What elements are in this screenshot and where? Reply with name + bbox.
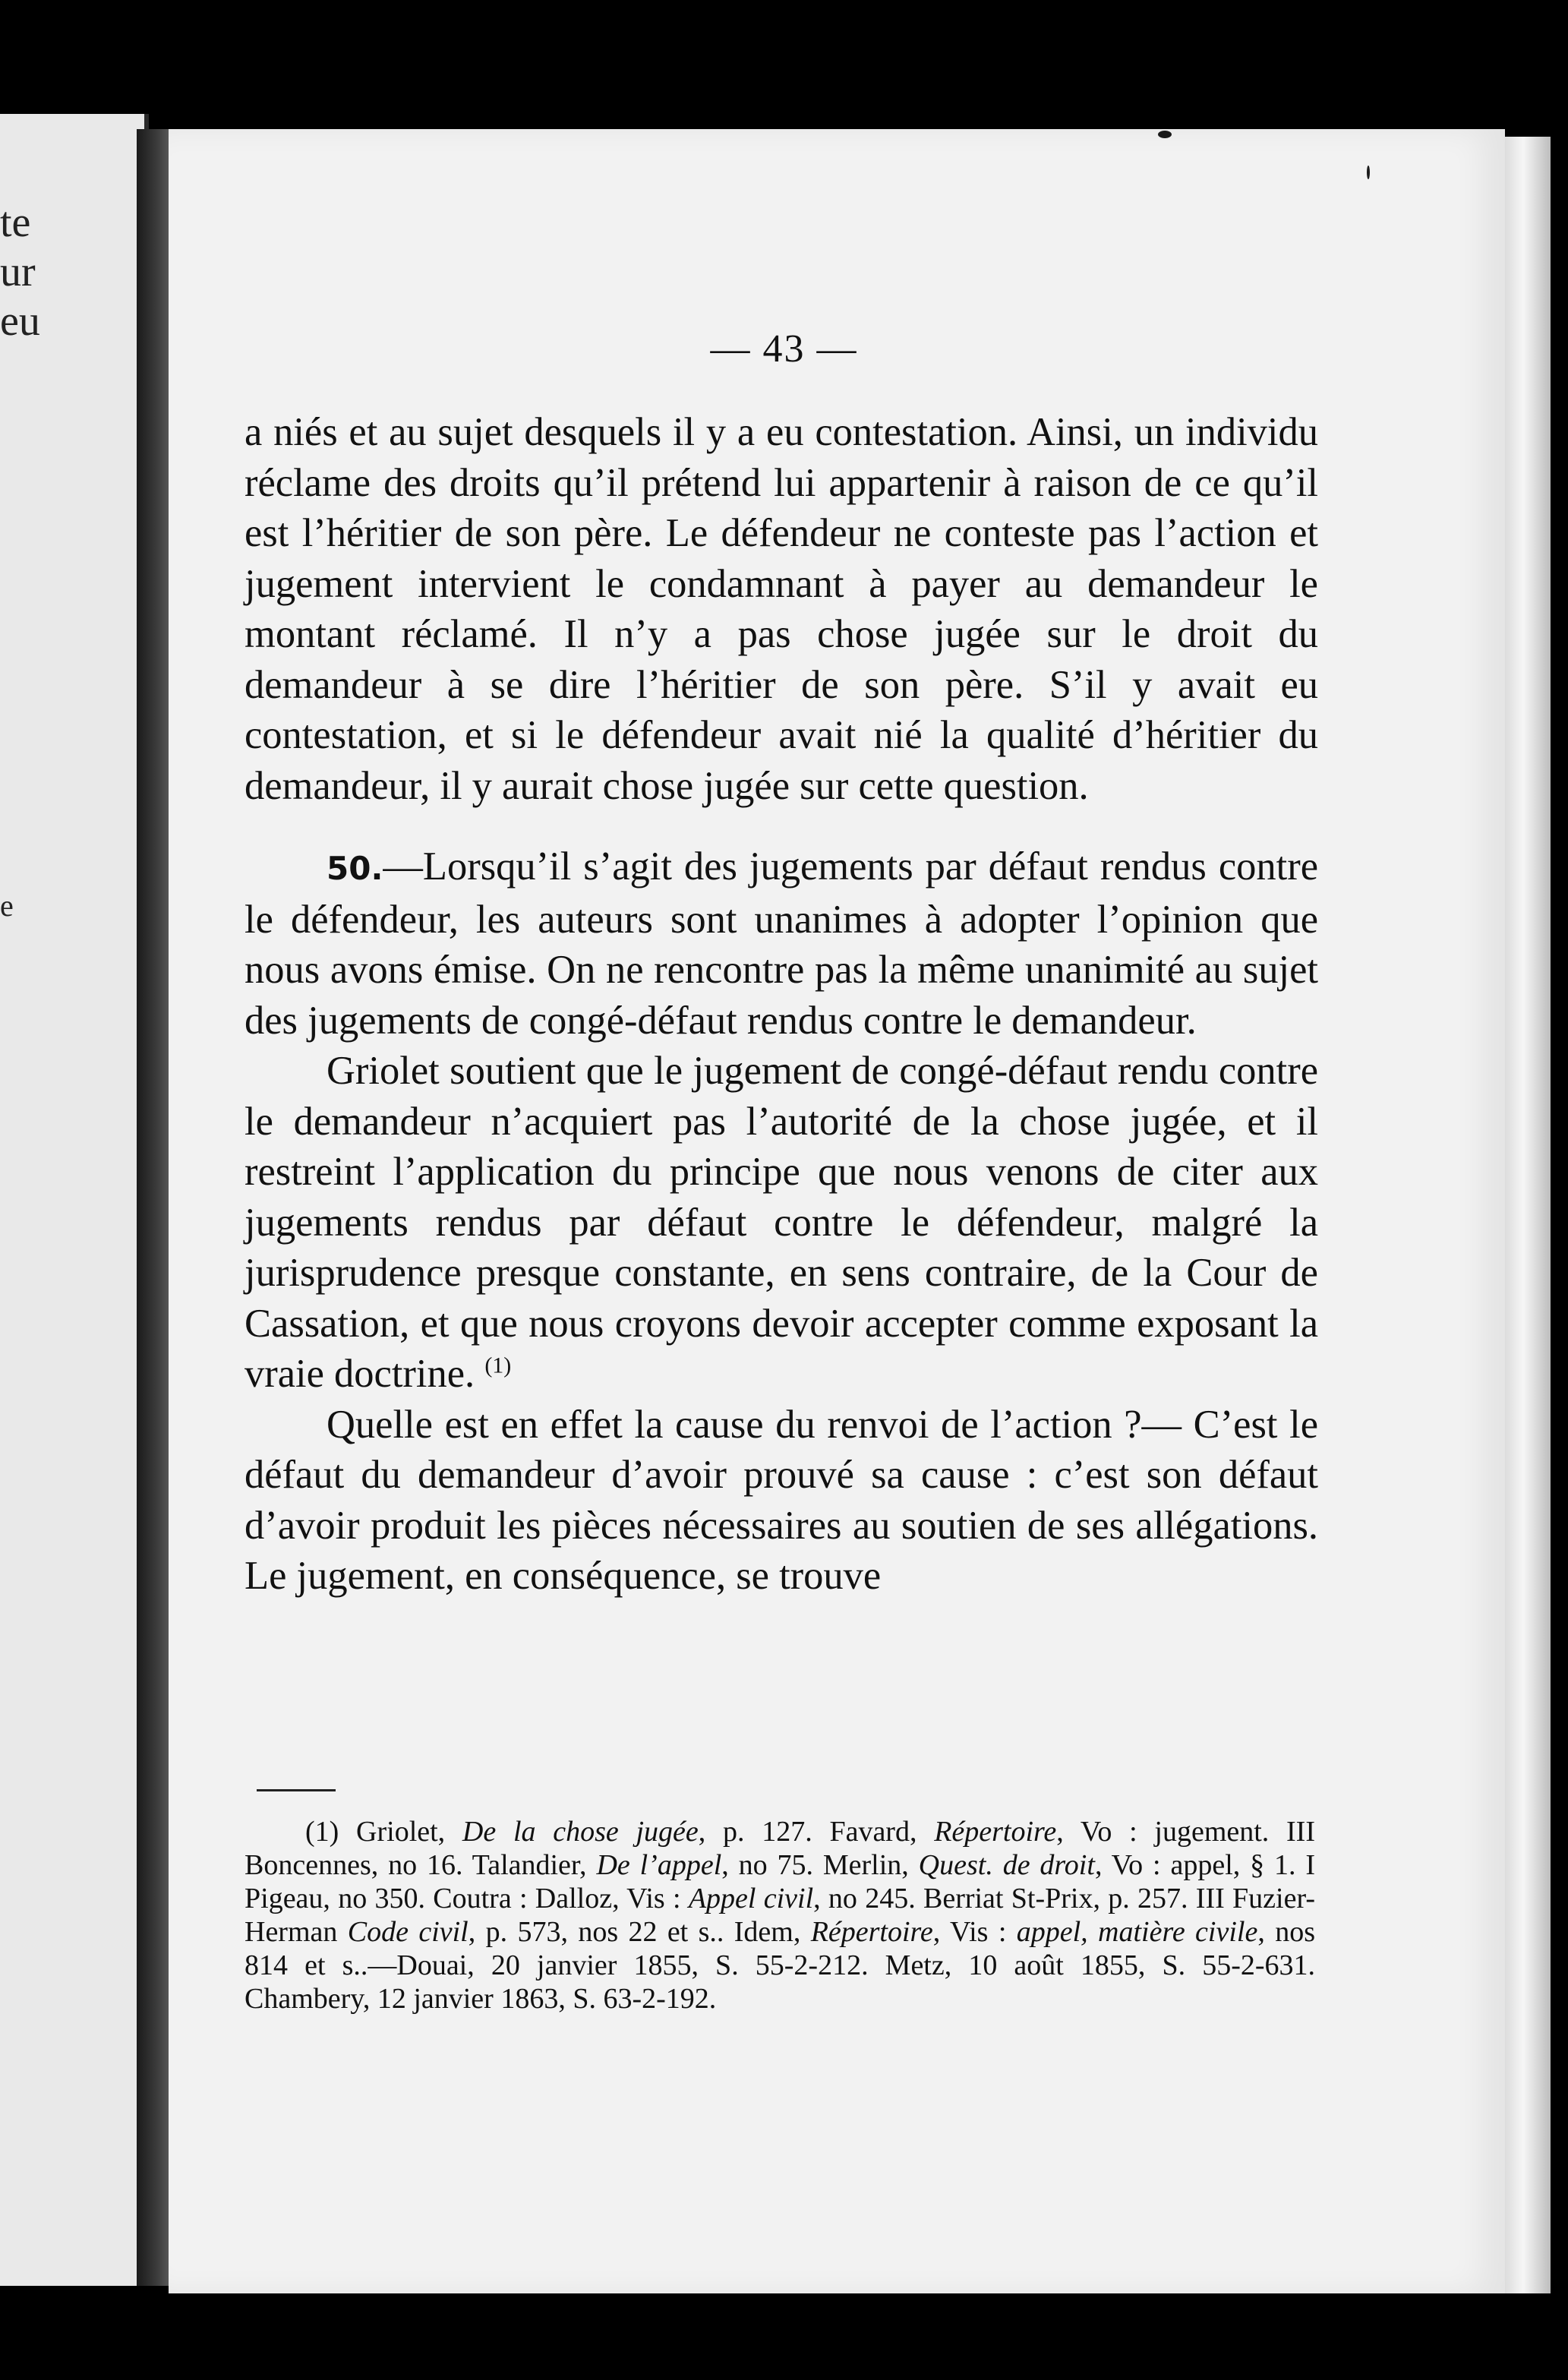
footnote-marker: (1) <box>305 1816 339 1848</box>
griolet-text: Griolet soutient que le jugement de congé-défaut rendu contre le demandeur n’acquiert pas l’autorité de la chose jugée, et il restreint l’application du principe que nous venons de citer aux jugements rendus par défaut contre le défendeur, malgré la jurisprudence presque constante, en sens contraire, de la Cour de Cassation, et que nous croyons devoir accepter comme exposant la vraie doctrine. <box>245 1049 1318 1396</box>
paragraph-griolet <box>245 1046 1318 1400</box>
footnote-citation-title: De l’appel <box>596 1849 722 1881</box>
footnote-reference: (1) <box>484 1353 512 1378</box>
footnote-separator <box>257 1789 336 1791</box>
previous-page-fragment: eu <box>0 298 40 345</box>
paragraph-section-50 <box>245 841 1318 1046</box>
footnote-citation-title: Répertoire <box>934 1816 1057 1848</box>
footnote-segment: , p. 573, nos 22 et s.. Idem, <box>468 1916 811 1948</box>
footnote-citation-title: Code civil <box>347 1916 469 1948</box>
page-number: — 43 — <box>710 327 858 371</box>
section-number: 50. <box>327 850 383 887</box>
footnote-segment: Griolet, <box>339 1816 462 1848</box>
footnote-text <box>245 1816 1315 2015</box>
previous-page-edge <box>0 114 149 2286</box>
footnote-segment: , no 75. Merlin, <box>721 1849 919 1881</box>
footnote-segment: , p. 127. Favard, <box>698 1816 935 1848</box>
page-body <box>245 407 1318 1602</box>
footnote-1 <box>245 1815 1315 2015</box>
footnote-citation-title: De la chose jugée <box>462 1816 699 1848</box>
footnote-segment: , Vis : <box>932 1916 1017 1948</box>
footnote-segment: , no 245. Berriat St-Prix, p. 257. III Fuzier-Herman <box>245 1883 1315 1948</box>
footnote-citation-title: Quest. de droit <box>918 1849 1095 1881</box>
paragraph-question: Quelle est en effet la cause du renvoi de l’action ?— C’est le défaut du demandeur d’avoir prouvé sa cause : c’est son défaut d’avoir produit les pièces nécessaires au soutien de ses allégations. Le jugement, en conséquence, se trouve <box>245 1402 1318 1598</box>
footnote-citation-title: Répertoire <box>810 1916 933 1948</box>
footnote-segment: , Vo : jugement. III Boncennes, no 16. Talandier, <box>245 1816 1315 1881</box>
previous-page-fragment: e <box>0 889 14 923</box>
footnote-segment: , Vo : appel, § 1. I Pigeau, no 350. Coutra : Dalloz, Vis : <box>245 1849 1316 1914</box>
scan-speck <box>1158 131 1172 138</box>
section-50-text: —Lorsqu’il s’agit des jugements par défaut rendus contre le défendeur, les auteurs sont unanimes à adopter l’opinion que nous avons émise. On ne rencontre pas la même unanimité au sujet des jugements de congé-défaut rendus contre le demandeur. <box>245 844 1318 1043</box>
scan-speck <box>1367 166 1370 179</box>
footnote-citation-title: appel, matière civile <box>1016 1916 1258 1948</box>
previous-page-fragment: ur <box>0 248 36 295</box>
paragraph-continuation: a niés et au sujet desquels il y a eu contestation. Ainsi, un individu réclame des droits qu’il prétend lui appartenir à raison de ce qu’il est l’héritier de son père. Le défendeur ne conteste pas l’action et jugement intervient le condamnant à payer au demandeur le montant réclamé. Il n’y a pas chose jugée sur le droit du demandeur à se dire l’héritier de son père. S’il y avait eu contestation, et si le défendeur avait nié la qualité d’héritier du demandeur, il y aurait chose jugée sur cette question. <box>245 410 1318 808</box>
footnote-citation-title: Appel civil <box>688 1883 814 1914</box>
page-edge-right <box>1505 137 1551 2293</box>
previous-page-fragment: te <box>0 199 31 246</box>
footnote-segment: , nos 814 et s..—Douai, 20 janvier 1855, S. 55-2-212. Metz, 10 août 1855, S. 55-2-631. Chambery, 12 janvier 1863, S. 63-2-192. <box>245 1916 1315 2015</box>
book-spine <box>137 129 170 2286</box>
footnotes <box>245 1815 1315 2015</box>
